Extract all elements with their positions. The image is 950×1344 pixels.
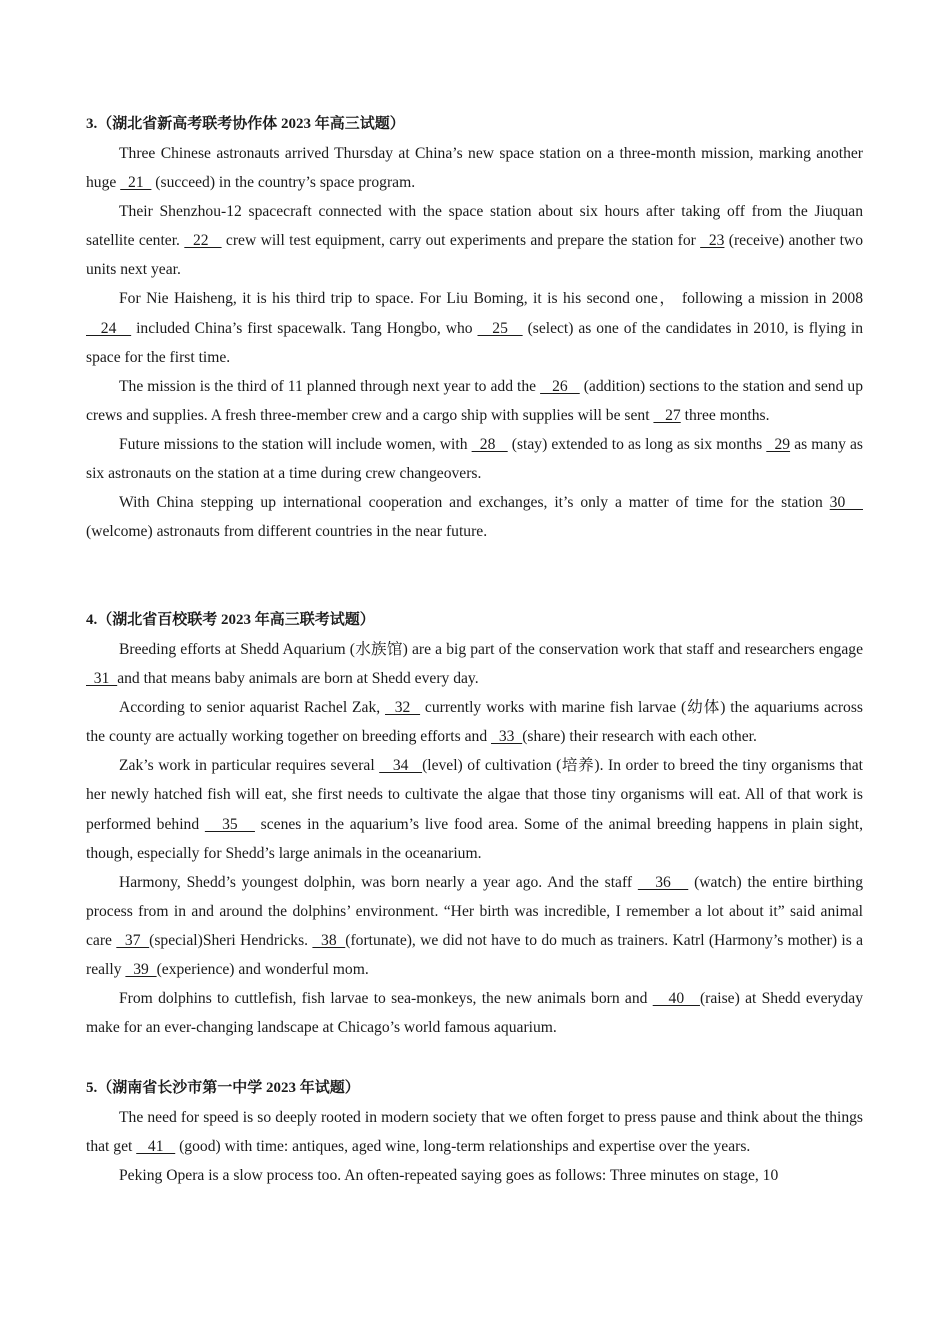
text-run: The mission is the third of 11 planned through next year to add the — [119, 377, 541, 395]
answer-blank: 24 — [86, 319, 132, 337]
answer-blank: 30 — [829, 494, 863, 512]
text-run: (select) as one of the candidates in 2010, is flying in space for the first time. — [86, 319, 864, 366]
passage-paragraph — [86, 197, 863, 284]
answer-blank: 32 — [385, 699, 421, 717]
text-run: three months. — [680, 406, 770, 424]
text-run: (receive) another two units next year. — [86, 232, 863, 279]
answer-blank: 25 — [477, 319, 523, 337]
text-run: The need for speed is so deeply rooted in modern society that we often forget to press pause and think about the things that get — [86, 1109, 863, 1156]
text-run: (level) of cultivation (培养). In order to breed the tiny organisms that her newly hatched fish will eat, she first needs to cultivate the algae that those tiny organisms will eat. All of that work is performed behind — [86, 757, 863, 833]
text-run: (stay) extended to as long as six months — [507, 435, 767, 453]
passage-paragraph — [86, 635, 863, 693]
text-run: (welcome) astronauts from different countries in the near future. — [86, 523, 488, 541]
text-run: Zak’s work in particular requires several — [119, 757, 380, 775]
text-run: For Nie Haisheng, it is his third trip to space. For Liu Boming, it is his second one， following a mission in 2008 — [119, 290, 863, 308]
passage-paragraph — [86, 751, 863, 867]
passage-body — [86, 139, 863, 546]
passage-paragraph — [86, 372, 863, 430]
text-run: (addition) sections to the station and send up crews and supplies. A fresh three-member crew and a cargo ship with supplies will be sent — [86, 377, 863, 424]
question-3 — [86, 110, 863, 546]
text-run: and that means baby animals are born at Shedd every day. — [117, 670, 479, 688]
passage-paragraph — [86, 1103, 863, 1161]
question-heading: 4.（湖北省百校联考 2023 年高三联考试题） — [86, 612, 375, 628]
answer-blank: 31 — [86, 670, 118, 688]
passage-paragraph — [86, 488, 863, 546]
passage-paragraph — [86, 1161, 863, 1190]
answer-blank: 21 — [120, 174, 152, 192]
text-run: (succeed) in the country’s space program. — [151, 174, 416, 192]
passage-body — [86, 1103, 863, 1190]
text-run: (watch) the entire birthing process from in and around the dolphins’ environment. “Her birth was incredible, I remember a lot about it” said animal care — [86, 873, 864, 949]
passage-paragraph — [86, 984, 863, 1042]
question-4 — [86, 606, 863, 1042]
answer-blank: 39 — [125, 961, 157, 979]
text-run: crew will test equipment, carry out experiments and prepare the station for — [221, 232, 701, 250]
answer-blank: 28 — [471, 435, 508, 453]
answer-blank: 34 — [379, 757, 423, 775]
text-run: Harmony, Shedd’s youngest dolphin, was born nearly a year ago. And the staff — [119, 873, 638, 891]
text-run: Future missions to the station will include women, with — [119, 435, 472, 453]
passage-paragraph — [86, 284, 863, 371]
answer-blank: 40 — [652, 990, 700, 1008]
text-run: (share) their research with each other. — [522, 728, 757, 746]
answer-blank: 36 — [637, 873, 689, 891]
answer-blank: 22 — [184, 232, 222, 250]
text-run: (experience) and wonderful mom. — [156, 961, 369, 979]
passage-body — [86, 635, 863, 1042]
text-run: (fortunate), we did not have to do much as trainers. Katrl (Harmony’s mother) is a really — [86, 931, 863, 979]
text-run: According to senior aquarist Rachel Zak, — [119, 699, 386, 717]
answer-blank: 23 — [700, 232, 725, 250]
text-run: (good) with time: antiques, aged wine, long-term relationships and expertise over the years. — [175, 1138, 751, 1156]
text-run: Breeding efforts at Shedd Aquarium (水族馆) are a big part of the conservation work that staff and researchers engage — [119, 641, 863, 658]
text-run: (raise) at Shedd everyday make for an ever-changing landscape at Chicago’s world famous aquarium. — [86, 990, 864, 1037]
passage-paragraph — [86, 139, 863, 197]
question-heading: 3.（湖北省新高考联考协作体 2023 年高三试题） — [86, 116, 405, 132]
passage-paragraph — [86, 693, 863, 751]
text-run: scenes in the aquarium’s live food area. Some of the animal breeding happens in plain sight, though, especially for Shedd’s large animals in the oceanarium. — [86, 815, 864, 862]
question-5 — [86, 1074, 863, 1190]
text-run: Peking Opera is a slow process too. An often-repeated saying goes as follows: Three minutes on stage, 10 — [119, 1167, 779, 1185]
answer-blank: 33 — [491, 728, 523, 746]
passage-paragraph — [86, 430, 863, 488]
passage-paragraph — [86, 868, 863, 984]
answer-blank: 27 — [653, 406, 681, 424]
question-heading: 5.（湖南省长沙市第一中学 2023 年试题） — [86, 1080, 360, 1096]
text-run: Three Chinese astronauts arrived Thursday at China’s new space station on a three-month mission, marking another huge — [86, 145, 863, 192]
answer-blank: 38 — [312, 931, 346, 949]
answer-blank: 37 — [116, 931, 150, 949]
text-run: as many as six astronauts on the station at a time during crew changeovers. — [86, 435, 864, 483]
text-run: From dolphins to cuttlefish, fish larvae to sea-monkeys, the new animals born and — [119, 990, 653, 1008]
answer-blank: 41 — [136, 1138, 176, 1156]
text-run: (special)Sheri Hendricks. — [149, 931, 313, 949]
text-run: currently works with marine fish larvae (幼体) the aquariums across the county are actually working together on breeding efforts and — [86, 699, 863, 746]
text-run: included China’s first spacewalk. Tang Hongbo, who — [131, 319, 478, 337]
text-run: Their Shenzhou-12 spacecraft connected with the space station about six hours after taking off from the Jiuquan satellite center. — [86, 203, 863, 250]
answer-blank: 35 — [204, 815, 255, 833]
text-run: With China stepping up international cooperation and exchanges, it’s only a matter of time for the station — [119, 494, 830, 512]
answer-blank: 26 — [540, 377, 580, 395]
answer-blank: 29 — [766, 435, 791, 453]
